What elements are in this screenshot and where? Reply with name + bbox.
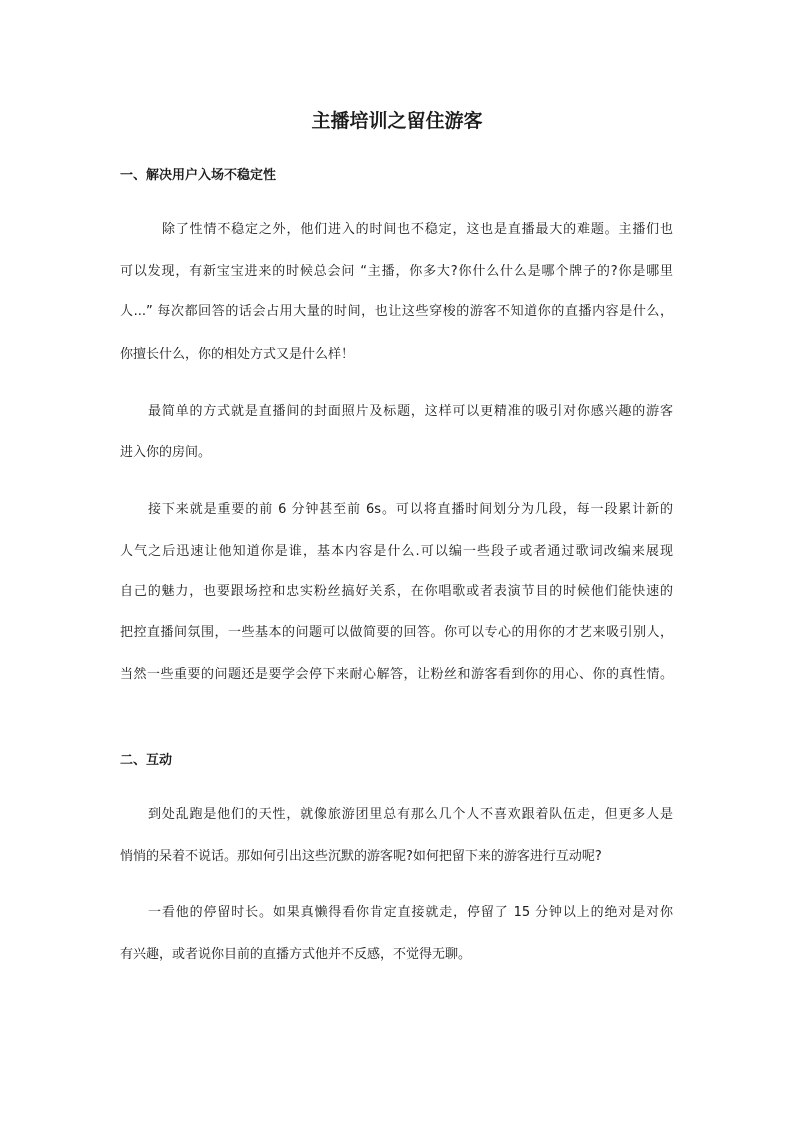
paragraph-line: 你擅长什么，你的相处方式又是什么样！ (120, 347, 355, 362)
paragraph-line: 自己的魅力，也要跟场控和忠实粉丝搞好关系，在你唱歌或者表演节目的时候他们能快速的 (120, 584, 673, 599)
paragraph-line: 一看他的停留时长。如果真懒得看你肯定直接就走，停留了 15 分钟以上的绝对是对你 (148, 905, 673, 920)
paragraph-line: 进入你的房间。 (120, 445, 212, 460)
paragraph-line: 最简单的方式就是直播间的封面照片及标题，这样可以更精准的吸引对你感兴趣的游客 (148, 404, 673, 419)
paragraph-line: 有兴趣，或者说你目前的直播方式他并不反感，不觉得无聊。 (120, 947, 472, 962)
paragraph-line: 当然一些重要的问题还是要学会停下来耐心解答，让粉丝和游客看到你的用心、你的真性情。 (120, 667, 673, 682)
paragraph-line: 人...” 每次都回答的话会占用大量的时间，也让这些穿梭的游客不知道你的直播内容是什么， (120, 304, 673, 319)
paragraph-line: 可以发现，有新宝宝进来的时候总会问 “主播，你多大?你什么什么是哪个牌子的?你是哪里 (120, 264, 673, 279)
paragraph-line: 接下来就是重要的前 6 分钟甚至前 6s。可以将直播时间划分为几段，每一段累计新的 (148, 502, 673, 517)
paragraph-line: 除了性情不稳定之外，他们进入的时间也不稳定，这也是直播最大的难题。主播们也 (162, 222, 673, 237)
paragraph-line: 把控直播间氛围，一些基本的问题可以做简要的回答。你可以专心的用你的才艺来吸引别人， (120, 625, 673, 640)
paragraph-line: 到处乱跑是他们的天性，就像旅游团里总有那么几个人不喜欢跟着队伍走，但更多人是 (148, 807, 673, 822)
section-heading-2: 二、互动 (120, 753, 173, 768)
paragraph-line: 人气之后迅速让他知道你是谁，基本内容是什么.可以编一些段子或者通过歌词改编来展现 (120, 544, 673, 559)
section-heading-1: 一、解决用户入场不稳定性 (120, 168, 277, 183)
document-title: 主播培训之留住游客 (311, 110, 483, 132)
paragraph-line: 悄悄的呆着不说话。那如何引出这些沉默的游客呢?如何把留下来的游客进行互动呢? (120, 849, 602, 864)
